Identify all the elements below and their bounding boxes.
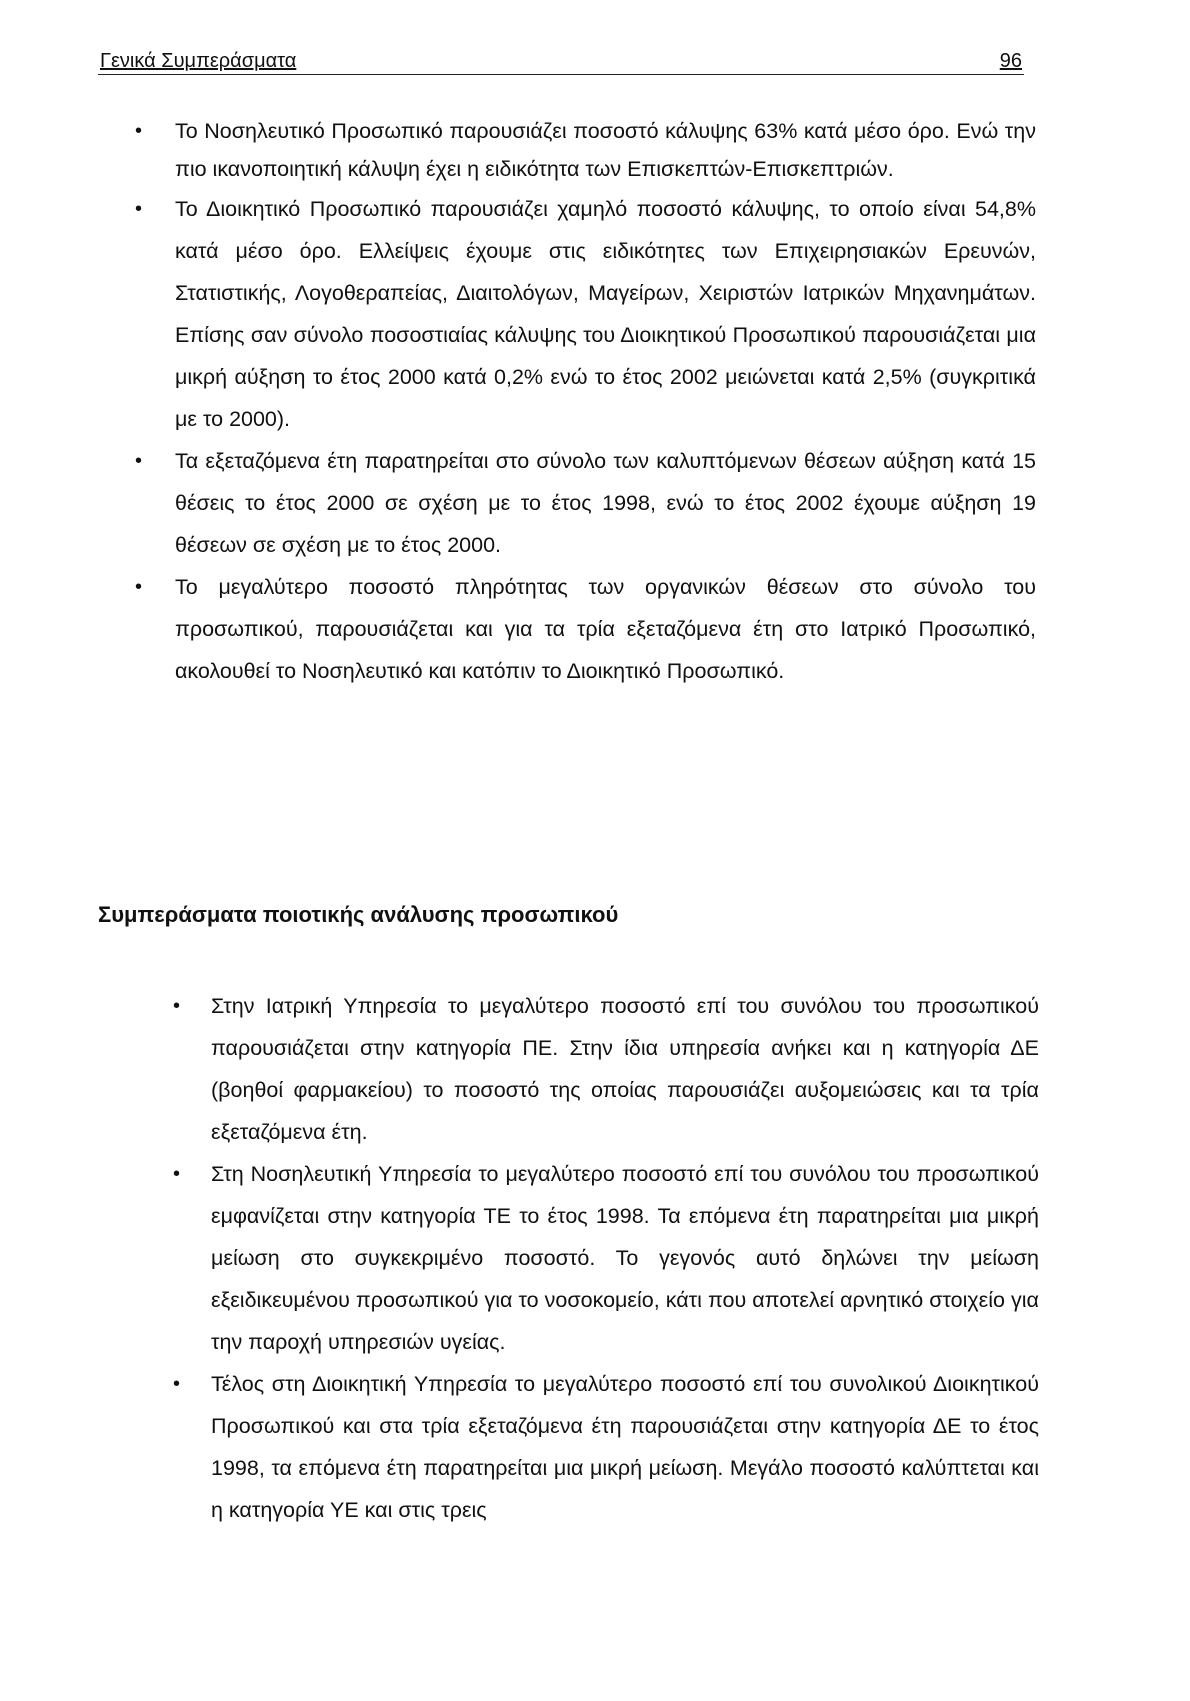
page-header	[98, 48, 1024, 75]
bullet-icon: •	[173, 1373, 181, 1395]
qualitative-conclusions-list	[173, 985, 1039, 1531]
running-title: Γενικά Συμπεράσματα	[100, 50, 297, 72]
page-number: 96	[999, 50, 1022, 72]
list-item	[173, 1153, 1039, 1363]
list-item	[135, 188, 1036, 440]
list-item-text: Το Διοικητικό Προσωπικό παρουσιάζει χαμηλό ποσοστό κάλυψης, το οποίο είναι 54,8% κατά μέσο όρο. Ελλείψεις έχουμε στις ειδικότητες των Επιχειρησιακών Ερευνών, Στατιστικής, Λογοθεραπείας, Διαιτολόγων, Μαγείρων, Χειριστών Ιατρικών Μηχανημάτων. Επίσης σαν σύνολο ποσοστιαίας κάλυψης του Διοικητικού Προσωπικού παρουσιάζεται μια μικρή αύξηση το έτος 2000 κατά 0,2% ενώ το έτος 2002 μειώνεται κατά 2,5% (συγκριτικά με το 2000).	[175, 197, 1036, 431]
list-item	[135, 566, 1036, 692]
list-item-text: Τέλος στη Διοικητική Υπηρεσία το μεγαλύτερο ποσοστό επί του συνολικού Διοικητικού Προσωπικού και στα τρία εξεταζόμενα έτη παρουσιάζεται στην κατηγορία ΔΕ το έτος 1998, τα επόμενα έτη παρατηρείται μια μικρή μείωση. Μεγάλο ποσοστό καλύπτεται και η κατηγορία ΥΕ και στις τρεις	[211, 1372, 1039, 1522]
list-item-text: Τα εξεταζόμενα έτη παρατηρείται στο σύνολο των καλυπτόμενων θέσεων αύξηση κατά 15 θέσεις το έτος 2000 σε σχέση με το έτος 1998, ενώ το έτος 2002 έχουμε αύξηση 19 θέσεων σε σχέση με το έτος 2000.	[175, 449, 1036, 557]
list-item-text: Το μεγαλύτερο ποσοστό πληρότητας των οργανικών θέσεων στο σύνολο του προσωπικού, παρουσιάζεται και για τα τρία εξεταζόμενα έτη στο Ιατρικό Προσωπικό, ακολουθεί το Νοσηλευτικό και κατόπιν το Διοικητικό Προσωπικό.	[175, 575, 1036, 683]
list-item	[135, 440, 1036, 566]
list-item	[173, 1363, 1039, 1531]
list-item	[173, 985, 1039, 1153]
bullet-icon: •	[135, 576, 143, 598]
bullet-icon: •	[173, 995, 181, 1017]
bullet-icon: •	[173, 1163, 181, 1185]
general-conclusions-list	[135, 112, 1036, 692]
list-item-text: Στην Ιατρική Υπηρεσία το μεγαλύτερο ποσοστό επί του συνόλου του προσωπικού παρουσιάζεται στην κατηγορία ΠΕ. Στην ίδια υπηρεσία ανήκει και η κατηγορία ΔΕ (βοηθοί φαρμακείου) το ποσοστό της οποίας παρουσιάζει αυξομειώσεις και τα τρία εξεταζόμενα έτη.	[211, 994, 1039, 1144]
list-item-text: Στη Νοσηλευτική Υπηρεσία το μεγαλύτερο ποσοστό επί του συνόλου του προσωπικού εμφανίζεται στην κατηγορία ΤΕ το έτος 1998. Τα επόμενα έτη παρατηρείται μια μικρή μείωση στο συγκεκριμένο ποσοστό. Το γεγονός αυτό δηλώνει την μείωση εξειδικευμένου προσωπικού για το νοσοκομείο, κάτι που αποτελεί αρνητικό στοιχείο για την παροχή υπηρεσιών υγείας.	[211, 1162, 1039, 1354]
section-heading: Συμπεράσματα ποιοτικής ανάλυσης προσωπικού	[98, 902, 619, 927]
list-item	[135, 112, 1036, 188]
bullet-icon: •	[135, 450, 143, 472]
bullet-icon: •	[135, 120, 143, 142]
list-item-text: Το Νοσηλευτικό Προσωπικό παρουσιάζει ποσοστό κάλυψης 63% κατά μέσο όρο. Ενώ την πιο ικανοποιητική κάλυψη έχει η ειδικότητα των Επισκεπτών-Επισκεπτριών.	[175, 119, 1036, 181]
bullet-icon: •	[135, 198, 143, 220]
